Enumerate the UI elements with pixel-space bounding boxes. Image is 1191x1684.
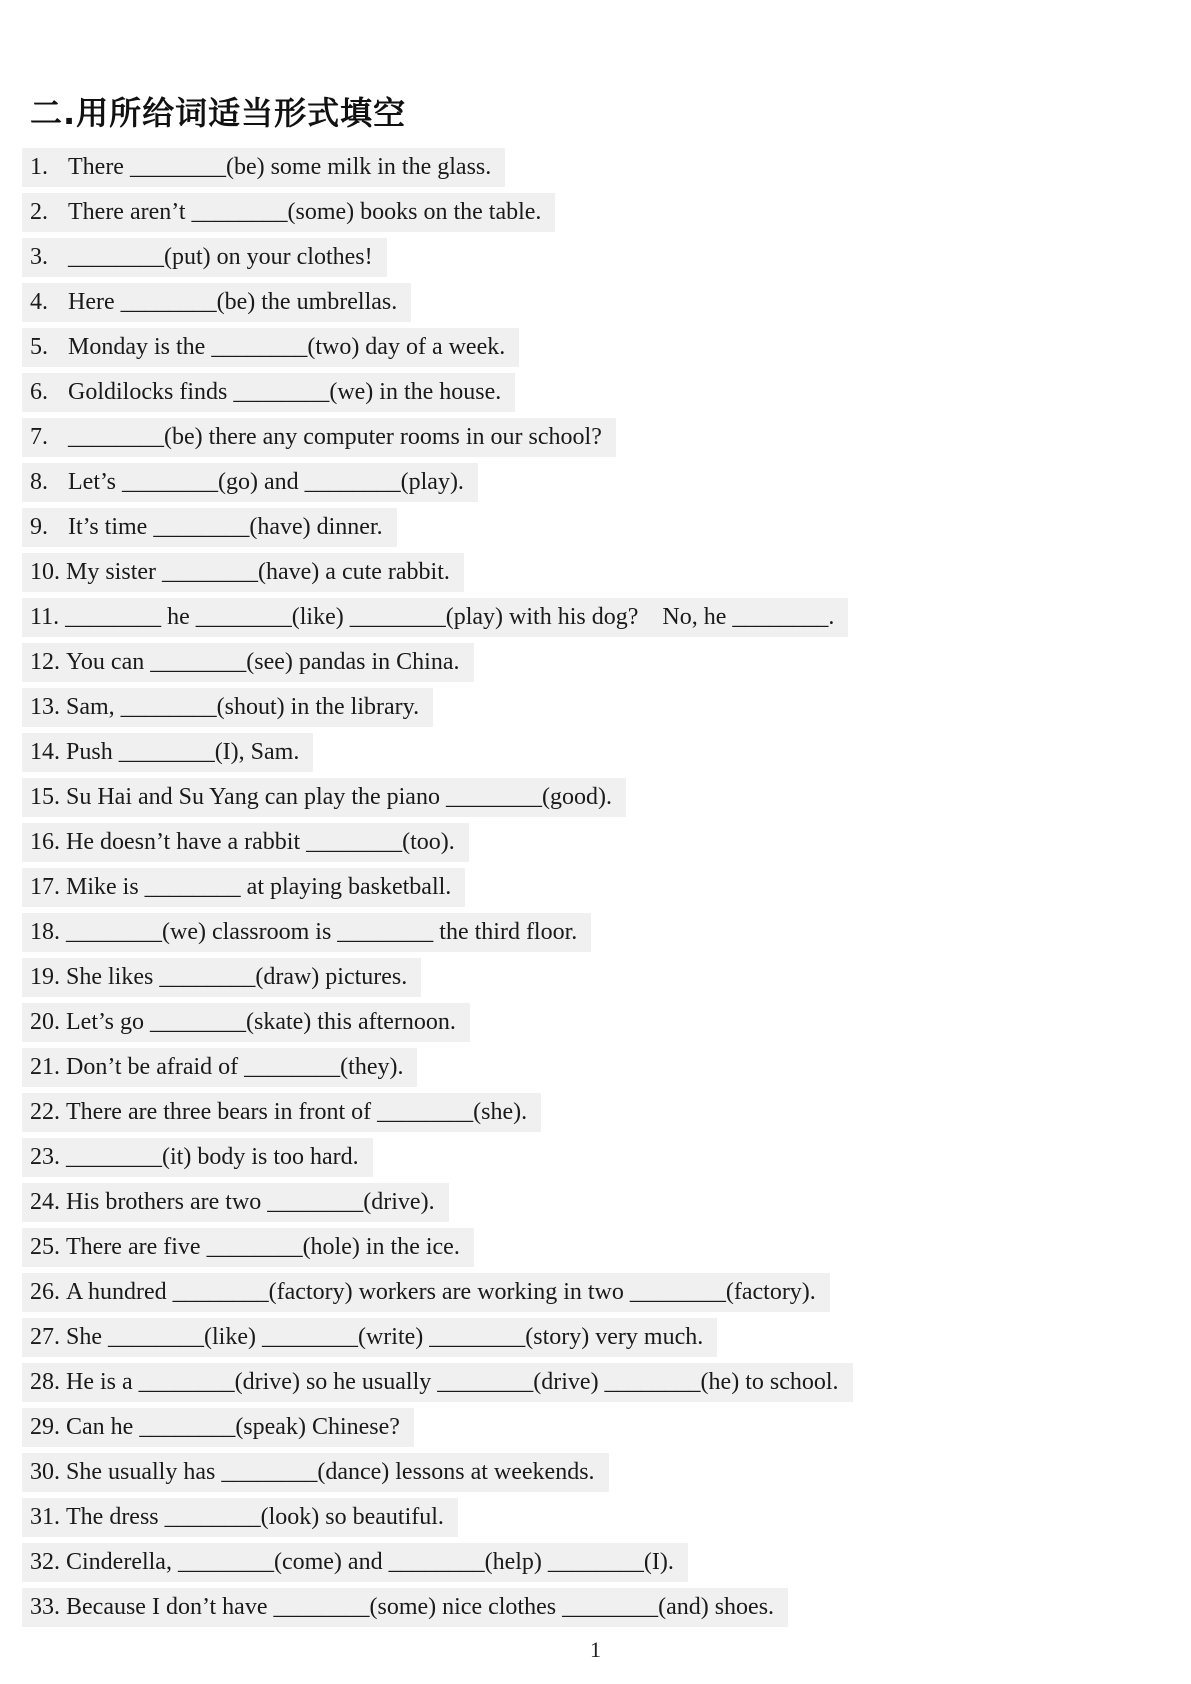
item-number: 24. <box>30 1189 60 1215</box>
exercise-item <box>22 1003 1152 1042</box>
exercise-item <box>22 1048 1152 1087</box>
exercise-item <box>22 1273 1152 1312</box>
exercise-item <box>22 1228 1152 1267</box>
exercise-item <box>22 598 1152 637</box>
exercise-item-line <box>22 913 591 952</box>
exercise-item-line <box>22 1228 474 1267</box>
exercise-item-line <box>22 553 464 592</box>
item-sentence: She likes ________(draw) pictures. <box>66 964 408 990</box>
item-sentence: ________(we) classroom is ________ the third floor. <box>66 919 578 945</box>
item-sentence: Let’s go ________(skate) this afternoon. <box>66 1009 456 1035</box>
exercise-item <box>22 148 1152 187</box>
item-number: 13. <box>30 694 60 720</box>
item-number: 11. <box>30 604 60 630</box>
item-sentence: She usually has ________(dance) lessons at weekends. <box>66 1459 595 1485</box>
item-number: 6. <box>30 379 48 405</box>
item-sentence: He is a ________(drive) so he usually ________(drive) ________(he) to school. <box>66 1369 839 1395</box>
exercise-item-line <box>22 463 478 502</box>
exercise-item-line <box>22 283 411 322</box>
item-sentence: Don’t be afraid of ________(they). <box>66 1054 404 1080</box>
item-sentence: ________(put) on your clothes! <box>68 244 373 270</box>
item-number: 1. <box>30 154 48 180</box>
item-number: 3. <box>30 244 48 270</box>
exercise-item <box>22 1093 1152 1132</box>
item-number: 33. <box>30 1594 60 1620</box>
exercise-item-line <box>22 1093 541 1132</box>
item-number: 27. <box>30 1324 60 1350</box>
exercise-item-line <box>22 598 848 637</box>
item-sentence: There are three bears in front of ________(she). <box>66 1099 528 1125</box>
exercise-item <box>22 913 1152 952</box>
section-heading: 二.用所给词适当形式填空 <box>30 94 407 132</box>
exercise-item <box>22 1363 1152 1402</box>
exercise-item-line <box>22 958 421 997</box>
item-sentence: His brothers are two ________(drive). <box>66 1189 435 1215</box>
item-sentence: It’s time ________(have) dinner. <box>68 514 383 540</box>
item-sentence: Push ________(I), Sam. <box>66 739 300 765</box>
exercise-item-line <box>22 193 555 232</box>
item-number: 31. <box>30 1504 60 1530</box>
exercise-item <box>22 1408 1152 1447</box>
item-number: 18. <box>30 919 60 945</box>
item-sentence: ________(be) there any computer rooms in our school? <box>68 424 602 450</box>
exercise-item <box>22 688 1152 727</box>
exercise-item <box>22 238 1152 277</box>
exercise-item-line <box>22 1273 830 1312</box>
exercise-item-line <box>22 733 313 772</box>
exercise-item <box>22 958 1152 997</box>
item-number: 14. <box>30 739 60 765</box>
item-number: 30. <box>30 1459 60 1485</box>
item-number: 25. <box>30 1234 60 1260</box>
item-sentence: Mike is ________ at playing basketball. <box>66 874 452 900</box>
item-number: 21. <box>30 1054 60 1080</box>
item-sentence: You can ________(see) pandas in China. <box>66 649 460 675</box>
item-number: 9. <box>30 514 48 540</box>
item-number: 23. <box>30 1144 60 1170</box>
exercise-item-line <box>22 688 433 727</box>
page-number: 1 <box>590 1637 601 1662</box>
exercise-item <box>22 1138 1152 1177</box>
item-number: 17. <box>30 874 60 900</box>
exercise-item-line <box>22 1138 373 1177</box>
item-sentence: A hundred ________(factory) workers are working in two ________(factory). <box>66 1279 816 1305</box>
exercise-item <box>22 553 1152 592</box>
exercise-item-line <box>22 1408 414 1447</box>
exercise-item <box>22 418 1152 457</box>
item-sentence: Because I don’t have ________(some) nice clothes ________(and) shoes. <box>66 1594 775 1620</box>
item-number: 5. <box>30 334 48 360</box>
exercise-item <box>22 778 1152 817</box>
item-sentence: Su Hai and Su Yang can play the piano ________(good). <box>66 784 612 810</box>
item-number: 28. <box>30 1369 60 1395</box>
exercise-item <box>22 1318 1152 1357</box>
item-number: 7. <box>30 424 48 450</box>
item-sentence: Goldilocks finds ________(we) in the house. <box>68 379 502 405</box>
item-number: 4. <box>30 289 48 315</box>
item-sentence: She ________(like) ________(write) ________(story) very much. <box>66 1324 704 1350</box>
item-sentence: There are five ________(hole) in the ice. <box>66 1234 460 1260</box>
item-number: 19. <box>30 964 60 990</box>
exercise-item <box>22 1588 1152 1627</box>
exercise-item-line <box>22 238 387 277</box>
item-sentence: Let’s ________(go) and ________(play). <box>68 469 464 495</box>
exercise-item-line <box>22 643 474 682</box>
item-number: 8. <box>30 469 48 495</box>
item-sentence: Sam, ________(shout) in the library. <box>66 694 420 720</box>
item-number: 20. <box>30 1009 60 1035</box>
item-number: 29. <box>30 1414 60 1440</box>
exercise-item <box>22 1453 1152 1492</box>
exercise-item <box>22 1498 1152 1537</box>
item-number: 16. <box>30 829 60 855</box>
item-sentence: Cinderella, ________(come) and ________(help) ________(I). <box>66 1549 674 1575</box>
item-sentence: He doesn’t have a rabbit ________(too). <box>66 829 455 855</box>
item-sentence: Here ________(be) the umbrellas. <box>68 289 398 315</box>
exercise-item-line <box>22 508 397 547</box>
exercise-item <box>22 193 1152 232</box>
item-sentence: Can he ________(speak) Chinese? <box>66 1414 400 1440</box>
exercise-item-line <box>22 328 519 367</box>
exercise-item <box>22 1183 1152 1222</box>
exercise-item-line <box>22 1003 470 1042</box>
item-number: 2. <box>30 199 48 225</box>
exercise-item-line <box>22 1498 458 1537</box>
exercise-item-line <box>22 1588 788 1627</box>
item-number: 26. <box>30 1279 60 1305</box>
exercise-list <box>22 148 1152 1633</box>
exercise-item-line <box>22 823 469 862</box>
exercise-item <box>22 508 1152 547</box>
item-number: 22. <box>30 1099 60 1125</box>
item-sentence: ________ he ________(like) ________(play) with his dog? No, he ________. <box>65 604 835 630</box>
item-sentence: My sister ________(have) a cute rabbit. <box>66 559 450 585</box>
item-sentence: Monday is the ________(two) day of a week. <box>68 334 506 360</box>
exercise-item-line <box>22 778 626 817</box>
item-number: 12. <box>30 649 60 675</box>
exercise-item <box>22 463 1152 502</box>
exercise-item <box>22 1543 1152 1582</box>
exercise-item <box>22 733 1152 772</box>
item-number: 15. <box>30 784 60 810</box>
exercise-item <box>22 373 1152 412</box>
exercise-item-line <box>22 1318 717 1357</box>
item-sentence: The dress ________(look) so beautiful. <box>66 1504 444 1530</box>
exercise-item <box>22 328 1152 367</box>
item-number: 10. <box>30 559 60 585</box>
exercise-item <box>22 823 1152 862</box>
exercise-item <box>22 868 1152 907</box>
item-sentence: There aren’t ________(some) books on the table. <box>68 199 542 225</box>
item-number: 32. <box>30 1549 60 1575</box>
exercise-item-line <box>22 148 505 187</box>
exercise-item-line <box>22 418 616 457</box>
exercise-item <box>22 643 1152 682</box>
exercise-item-line <box>22 1048 417 1087</box>
exercise-item <box>22 283 1152 322</box>
exercise-item-line <box>22 1363 853 1402</box>
exercise-item-line <box>22 373 515 412</box>
exercise-item-line <box>22 1543 688 1582</box>
exercise-item-line <box>22 868 465 907</box>
exercise-item-line <box>22 1453 609 1492</box>
item-sentence: ________(it) body is too hard. <box>66 1144 359 1170</box>
item-sentence: There ________(be) some milk in the glass. <box>68 154 492 180</box>
exercise-item-line <box>22 1183 449 1222</box>
